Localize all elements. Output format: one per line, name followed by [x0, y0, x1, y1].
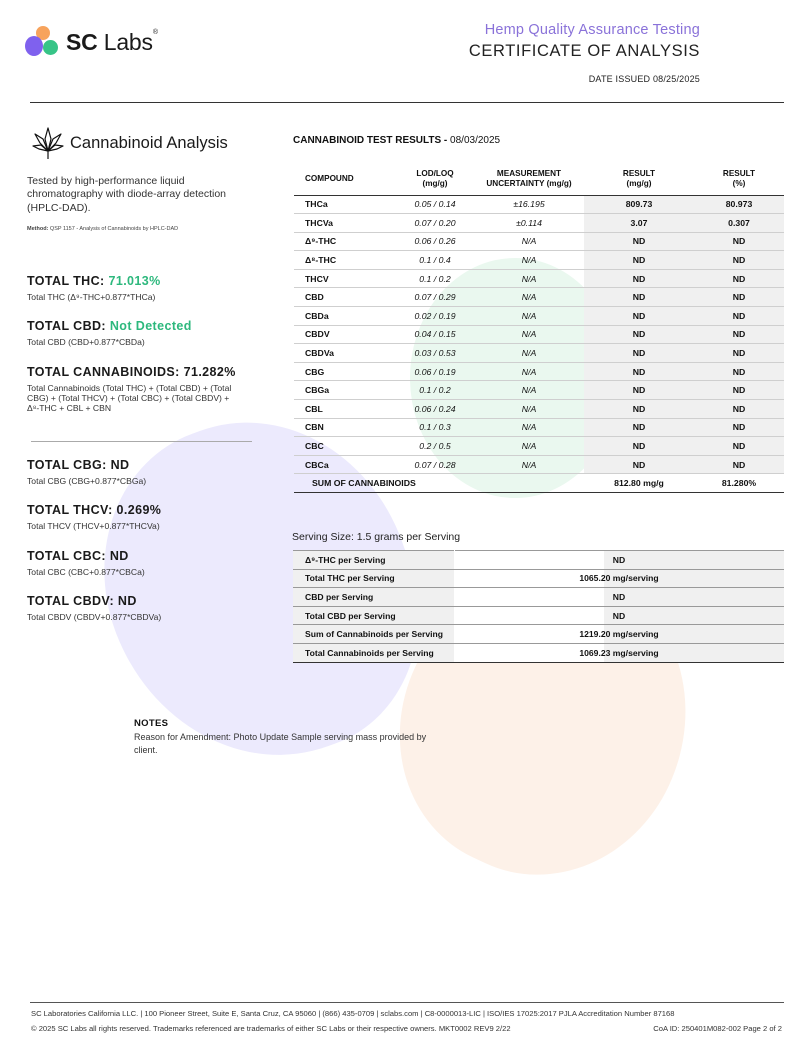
lod-loq-value: 0.02 / 0.19	[396, 307, 474, 326]
table-row	[294, 195, 784, 214]
col-compound: COMPOUND	[294, 164, 396, 195]
result-mg-value: ND	[584, 381, 694, 400]
result-mg-value: 3.07	[584, 214, 694, 233]
serving-value: 1219.20 mg/serving	[604, 625, 784, 644]
uncertainty-value: N/A	[474, 381, 584, 400]
result-pct-value: ND	[694, 288, 784, 307]
header-subtitle: Hemp Quality Assurance Testing	[484, 22, 700, 38]
left-divider	[31, 441, 252, 442]
table-row	[294, 269, 784, 288]
compound-name: CBDVa	[294, 344, 396, 363]
result-mg-value: 809.73	[584, 195, 694, 214]
uncertainty-value: ±16.195	[474, 195, 584, 214]
footer-copyright: © 2025 SC Labs all rights reserved. Trademarks referenced are trademarks of either SC Labs or their respective owners. MKT0002 REV9 2/22	[31, 1024, 511, 1033]
compound-name: CBG	[294, 362, 396, 381]
uncertainty-value: N/A	[474, 344, 584, 363]
lod-loq-value: 0.1 / 0.2	[396, 269, 474, 288]
uncertainty-value: N/A	[474, 400, 584, 419]
result-mg-value: ND	[584, 418, 694, 437]
result-pct-value: ND	[694, 307, 784, 326]
brand-name: SC Labs®	[66, 28, 158, 55]
sum-mg: 812.80 mg/g	[584, 474, 694, 493]
table-row	[294, 344, 784, 363]
brand-logo[interactable]	[24, 24, 158, 60]
lod-loq-value: 0.06 / 0.24	[396, 400, 474, 419]
result-mg-value: ND	[584, 269, 694, 288]
total-thc-value: 71.013%	[108, 274, 161, 288]
table-header-row	[294, 164, 784, 195]
result-mg-value: ND	[584, 232, 694, 251]
compound-name: CBL	[294, 400, 396, 419]
table-row	[294, 325, 784, 344]
lod-loq-value: 0.06 / 0.19	[396, 362, 474, 381]
result-pct-value: ND	[694, 344, 784, 363]
serving-heading: Serving Size: 1.5 grams per Serving	[292, 531, 461, 543]
sum-pct: 81.280%	[694, 474, 784, 493]
cannabis-leaf-icon	[32, 126, 64, 160]
compound-name: CBCa	[294, 455, 396, 474]
result-mg-value: ND	[584, 288, 694, 307]
lod-loq-value: 0.1 / 0.4	[396, 251, 474, 270]
table-row	[294, 251, 784, 270]
total-cbdv: TOTAL CBDV: ND Total CBDV (CBDV+0.877*CBDVa)	[27, 594, 162, 622]
serving-label: Sum of Cannabinoids per Serving	[293, 625, 454, 644]
table-row	[294, 232, 784, 251]
serving-label: Total CBD per Serving	[293, 606, 454, 625]
footer-coa-id: CoA ID: 250401M082-002 Page 2 of 2	[653, 1024, 782, 1033]
header-divider	[30, 102, 784, 103]
col-measurement-uncertainty: MEASUREMENT UNCERTAINTY (mg/g)	[474, 164, 584, 195]
col-result-pct: RESULT (%)	[694, 164, 784, 195]
serving-row	[293, 551, 784, 570]
total-cbc: TOTAL CBC: ND Total CBC (CBC+0.877*CBCa)	[27, 549, 145, 577]
compound-name: CBC	[294, 437, 396, 456]
table-row	[294, 288, 784, 307]
sum-row	[294, 474, 784, 493]
total-cannabinoids-value: 71.282%	[183, 365, 236, 379]
date-issued: DATE ISSUED 08/25/2025	[588, 74, 700, 84]
uncertainty-value: N/A	[474, 418, 584, 437]
lod-loq-value: 0.2 / 0.5	[396, 437, 474, 456]
serving-table	[293, 550, 784, 663]
uncertainty-value: N/A	[474, 325, 584, 344]
lod-loq-value: 0.04 / 0.15	[396, 325, 474, 344]
total-thcv: TOTAL THCV: 0.269% Total THCV (THCV+0.877*THCVa)	[27, 503, 162, 531]
serving-row	[293, 625, 784, 644]
lod-loq-value: 0.06 / 0.26	[396, 232, 474, 251]
result-mg-value: ND	[584, 455, 694, 474]
result-mg-value: ND	[584, 325, 694, 344]
uncertainty-value: ±0.114	[474, 214, 584, 233]
notes-text: Reason for Amendment: Photo Update Sample serving mass provided by client.	[134, 732, 427, 755]
uncertainty-value: N/A	[474, 437, 584, 456]
compound-name: CBN	[294, 418, 396, 437]
total-cbd: TOTAL CBD: Not Detected Total CBD (CBD+0.877*CBDa)	[27, 319, 192, 347]
serving-value: ND	[604, 551, 784, 570]
table-row	[294, 418, 784, 437]
method-note: Method: QSP 1157 - Analysis of Cannabinoids by HPLC-DAD	[27, 226, 179, 232]
sc-labs-logo-icon	[24, 24, 60, 60]
table-row	[294, 214, 784, 233]
table-row	[294, 381, 784, 400]
lod-loq-value: 0.05 / 0.14	[396, 195, 474, 214]
footer-legal	[31, 1024, 782, 1033]
lod-loq-value: 0.07 / 0.28	[396, 455, 474, 474]
document-title: CERTIFICATE OF ANALYSIS	[468, 42, 700, 60]
cannabinoid-results-table	[294, 164, 784, 493]
result-mg-value: ND	[584, 307, 694, 326]
serving-row	[293, 643, 784, 662]
result-mg-value: ND	[584, 251, 694, 270]
result-pct-value: ND	[694, 269, 784, 288]
result-pct-value: 0.307	[694, 214, 784, 233]
compound-name: THCV	[294, 269, 396, 288]
compound-name: CBGa	[294, 381, 396, 400]
serving-label: Total Cannabinoids per Serving	[293, 643, 454, 662]
result-pct-value: ND	[694, 418, 784, 437]
result-mg-value: ND	[584, 344, 694, 363]
total-cannabinoids: TOTAL CANNABINOIDS: 71.282% Total Cannabinoids (Total THC) + (Total CBD) + (Total CBG) + (Total THCV) + (Total CBC) + (Total CBDV) + Δ⁸-THC + CBL + CBN	[27, 365, 236, 413]
table-row	[294, 307, 784, 326]
section-title: Cannabinoid Analysis	[70, 133, 228, 152]
total-cbd-value: Not Detected	[109, 319, 192, 333]
sum-label: SUM OF CANNABINOIDS	[294, 474, 584, 493]
serving-label: Total THC per Serving	[293, 569, 454, 588]
serving-row	[293, 606, 784, 625]
col-lod-loq: LOD/LOQ (mg/g)	[396, 164, 474, 195]
notes-section	[134, 718, 439, 756]
table-row	[294, 400, 784, 419]
serving-value: ND	[604, 606, 784, 625]
lod-loq-value: 0.1 / 0.3	[396, 418, 474, 437]
result-pct-value: ND	[694, 251, 784, 270]
result-pct-value: ND	[694, 325, 784, 344]
table-row	[294, 455, 784, 474]
serving-value: ND	[604, 588, 784, 607]
result-pct-value: 80.973	[694, 195, 784, 214]
uncertainty-value: N/A	[474, 251, 584, 270]
notes-title: NOTES	[134, 718, 169, 729]
results-heading: CANNABINOID TEST RESULTS - 08/03/2025	[293, 135, 501, 146]
serving-value: 1065.20 mg/serving	[604, 569, 784, 588]
uncertainty-value: N/A	[474, 269, 584, 288]
result-pct-value: ND	[694, 362, 784, 381]
result-pct-value: ND	[694, 400, 784, 419]
uncertainty-value: N/A	[474, 307, 584, 326]
uncertainty-value: N/A	[474, 288, 584, 307]
compound-name: Δ⁸-THC	[294, 251, 396, 270]
total-cbg: TOTAL CBG: ND Total CBG (CBG+0.877*CBGa)	[27, 458, 147, 486]
col-result-mg: RESULT (mg/g)	[584, 164, 694, 195]
serving-label: CBD per Serving	[293, 588, 454, 607]
compound-name: CBDV	[294, 325, 396, 344]
total-thc: TOTAL THC: 71.013% Total THC (Δ⁹-THC+0.877*THCa)	[27, 274, 161, 302]
uncertainty-value: N/A	[474, 362, 584, 381]
serving-row	[293, 588, 784, 607]
footer-address: SC Laboratories California LLC. | 100 Pioneer Street, Suite E, Santa Cruz, CA 95060 | (866) 435-0709 | sclabs.com | C8-0000013-LIC | ISO/IES 17025:2017 PJLA Accreditation Number 87168	[31, 1009, 675, 1018]
result-mg-value: ND	[584, 437, 694, 456]
header-titles	[469, 22, 700, 61]
compound-name: THCVa	[294, 214, 396, 233]
compound-name: THCa	[294, 195, 396, 214]
result-pct-value: ND	[694, 381, 784, 400]
lod-loq-value: 0.1 / 0.2	[396, 381, 474, 400]
result-pct-value: ND	[694, 232, 784, 251]
uncertainty-value: N/A	[474, 455, 584, 474]
method-description: Tested by high-performance liquid chromatography with diode-array detection (HPLC-DAD).	[27, 175, 227, 214]
table-row	[294, 437, 784, 456]
serving-value: 1069.23 mg/serving	[604, 643, 784, 662]
compound-name: CBD	[294, 288, 396, 307]
result-pct-value: ND	[694, 455, 784, 474]
compound-name: Δ⁹-THC	[294, 232, 396, 251]
uncertainty-value: N/A	[474, 232, 584, 251]
compound-name: CBDa	[294, 307, 396, 326]
result-mg-value: ND	[584, 400, 694, 419]
serving-row	[293, 569, 784, 588]
serving-label: Δ⁹-THC per Serving	[293, 551, 454, 570]
table-row	[294, 362, 784, 381]
footer-divider	[30, 1002, 784, 1003]
result-pct-value: ND	[694, 437, 784, 456]
lod-loq-value: 0.07 / 0.20	[396, 214, 474, 233]
lod-loq-value: 0.07 / 0.29	[396, 288, 474, 307]
cannabinoid-analysis-heading	[32, 126, 228, 160]
lod-loq-value: 0.03 / 0.53	[396, 344, 474, 363]
result-mg-value: ND	[584, 362, 694, 381]
